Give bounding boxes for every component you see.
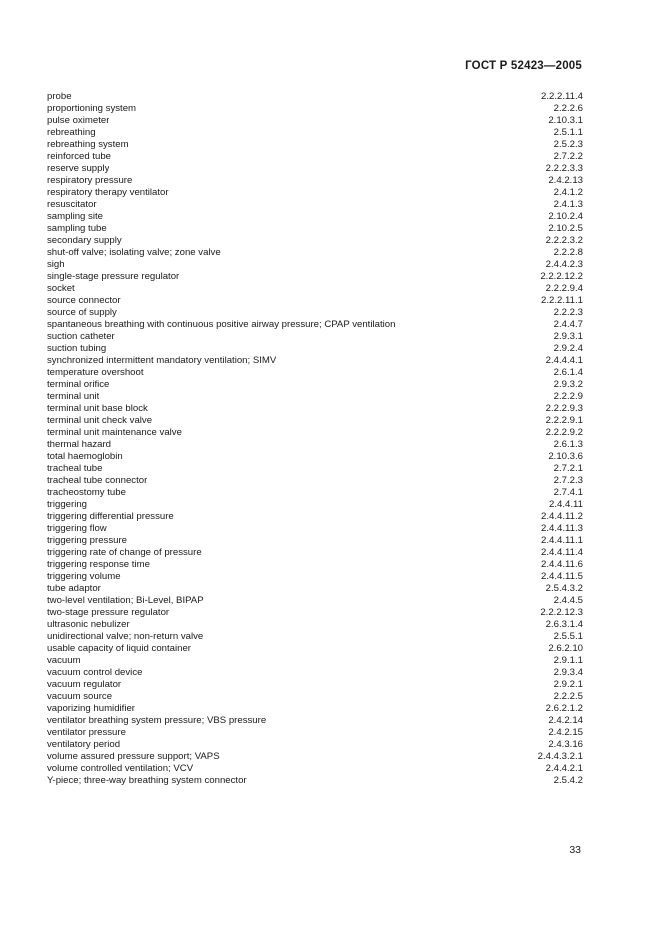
index-reference: 2.10.3.1: [548, 115, 583, 126]
index-term: ventilator breathing system pressure; VBS pressure: [47, 715, 267, 726]
index-reference: 2.5.4.3.2: [545, 583, 583, 594]
index-reference: 2.4.1.3: [553, 199, 583, 210]
index-entry: [47, 127, 583, 139]
index-term: source of supply: [47, 307, 117, 318]
index-entry: [47, 199, 583, 211]
index-entry: [47, 139, 583, 151]
index-entry: [47, 115, 583, 127]
index-term: synchronized intermittent mandatory ventilation; SIMV: [47, 355, 277, 366]
index-reference: 2.2.2.6: [553, 103, 583, 114]
index-entry: [47, 643, 583, 655]
index-term: ventilatory period: [47, 739, 121, 750]
index-entry: [47, 187, 583, 199]
index-reference: 2.2.2.11.1: [541, 295, 583, 306]
index-reference: 2.4.4.5: [553, 595, 583, 606]
index-reference: 2.9.2.4: [553, 343, 583, 354]
index-entry: [47, 607, 583, 619]
index-entry: [47, 667, 583, 679]
index-reference: 2.9.2.1: [553, 679, 583, 690]
index-term: vacuum regulator: [47, 679, 122, 690]
index-entry: [47, 211, 583, 223]
index-term: total haemoglobin: [47, 451, 123, 462]
index-reference: 2.2.2.8: [553, 247, 583, 258]
index-reference: 2.10.2.5: [548, 223, 583, 234]
index-term: pulse oximeter: [47, 115, 110, 126]
index-reference: 2.4.4.11.1: [541, 535, 583, 546]
index-term: resuscitator: [47, 199, 97, 210]
term-index-list: [47, 91, 583, 787]
index-reference: 2.4.4.7: [553, 319, 583, 330]
index-entry: [47, 583, 583, 595]
index-reference: 2.2.2.12.3: [540, 607, 583, 618]
index-reference: 2.7.2.2: [553, 151, 583, 162]
index-entry: [47, 331, 583, 343]
index-reference: 2.9.1.1: [553, 655, 583, 666]
index-reference: 2.7.2.3: [553, 475, 583, 486]
index-reference: 2.4.1.2: [553, 187, 583, 198]
index-reference: 2.4.4.11.2: [541, 511, 583, 522]
index-entry: [47, 247, 583, 259]
index-term: ultrasonic nebulizer: [47, 619, 130, 630]
index-term: tracheostomy tube: [47, 487, 126, 498]
index-term: two-stage pressure regulator: [47, 607, 170, 618]
index-reference: 2.2.2.9.1: [545, 415, 583, 426]
index-term: usable capacity of liquid container: [47, 643, 191, 654]
index-reference: 2.4.2.13: [548, 175, 583, 186]
index-reference: 2.5.4.2: [553, 775, 583, 786]
index-term: Y-piece; three-way breathing system connector: [47, 775, 247, 786]
index-term: sampling tube: [47, 223, 107, 234]
index-reference: 2.9.3.4: [553, 667, 583, 678]
index-term: terminal unit check valve: [47, 415, 153, 426]
index-term: suction tubing: [47, 343, 107, 354]
index-term: thermal hazard: [47, 439, 111, 450]
index-entry: [47, 103, 583, 115]
index-reference: 2.6.2.10: [548, 643, 583, 654]
index-entry: [47, 463, 583, 475]
index-term: temperature overshoot: [47, 367, 144, 378]
index-term: sampling site: [47, 211, 103, 222]
index-term: vacuum: [47, 655, 81, 666]
index-term: single-stage pressure regulator: [47, 271, 180, 282]
index-entry: [47, 727, 583, 739]
index-entry: [47, 535, 583, 547]
index-reference: 2.5.2.3: [553, 139, 583, 150]
index-entry: [47, 559, 583, 571]
index-entry: [47, 295, 583, 307]
index-term: respiratory pressure: [47, 175, 133, 186]
index-reference: 2.2.2.3.2: [545, 235, 583, 246]
index-entry: [47, 91, 583, 103]
index-reference: 2.6.2.1.2: [545, 703, 583, 714]
index-term: vaporizing humidifier: [47, 703, 135, 714]
index-reference: 2.7.4.1: [553, 487, 583, 498]
index-reference: 2.10.2.4: [548, 211, 583, 222]
index-entry: [47, 691, 583, 703]
index-term: reinforced tube: [47, 151, 111, 162]
index-reference: 2.4.2.14: [548, 715, 583, 726]
index-entry: [47, 151, 583, 163]
index-reference: 2.4.4.11.4: [541, 547, 583, 558]
index-entry: [47, 379, 583, 391]
index-entry: [47, 403, 583, 415]
index-reference: 2.4.4.2.3: [545, 259, 583, 270]
index-term: secondary supply: [47, 235, 122, 246]
index-entry: [47, 223, 583, 235]
index-reference: 2.4.4.4.1: [545, 355, 583, 366]
index-entry: [47, 595, 583, 607]
index-entry: [47, 751, 583, 763]
index-term: terminal unit maintenance valve: [47, 427, 182, 438]
index-entry: [47, 703, 583, 715]
index-reference: 2.2.2.9.3: [545, 403, 583, 414]
index-entry: [47, 283, 583, 295]
index-term: triggering: [47, 499, 87, 510]
index-entry: [47, 775, 583, 787]
index-reference: 2.7.2.1: [553, 463, 583, 474]
index-term: tube adaptor: [47, 583, 101, 594]
index-entry: [47, 271, 583, 283]
index-entry: [47, 307, 583, 319]
index-reference: 2.2.2.3.3: [545, 163, 583, 174]
index-entry: [47, 163, 583, 175]
index-reference: 2.6.1.3: [553, 439, 583, 450]
index-reference: 2.4.4.2.1: [545, 763, 583, 774]
index-entry: [47, 523, 583, 535]
index-term: terminal orifice: [47, 379, 110, 390]
index-reference: 2.6.1.4: [553, 367, 583, 378]
index-entry: [47, 487, 583, 499]
index-reference: 2.6.3.1.4: [545, 619, 583, 630]
index-reference: 2.4.4.11: [549, 499, 583, 510]
index-reference: 2.4.4.11.5: [541, 571, 583, 582]
index-term: ventilator pressure: [47, 727, 126, 738]
index-term: rebreathing system: [47, 139, 129, 150]
index-entry: [47, 439, 583, 451]
index-reference: 2.5.5.1: [553, 631, 583, 642]
index-entry: [47, 415, 583, 427]
page-number: 33: [569, 844, 581, 856]
document-header: ГОСТ Р 52423—2005: [465, 60, 582, 72]
index-entry: [47, 367, 583, 379]
index-reference: 2.2.2.11.4: [541, 91, 583, 102]
index-term: suction catheter: [47, 331, 115, 342]
index-entry: [47, 319, 583, 331]
index-term: sigh: [47, 259, 65, 270]
index-term: vacuum control device: [47, 667, 143, 678]
index-term: terminal unit: [47, 391, 100, 402]
index-term: socket: [47, 283, 75, 294]
index-entry: [47, 451, 583, 463]
index-entry: [47, 343, 583, 355]
index-entry: [47, 619, 583, 631]
index-term: reserve supply: [47, 163, 110, 174]
index-entry: [47, 391, 583, 403]
index-term: unidirectional valve; non-return valve: [47, 631, 204, 642]
index-term: vacuum source: [47, 691, 113, 702]
index-reference: 2.2.2.3: [553, 307, 583, 318]
index-term: shut-off valve; isolating valve; zone valve: [47, 247, 221, 258]
index-entry: [47, 259, 583, 271]
index-reference: 2.4.2.15: [548, 727, 583, 738]
index-reference: 2.4.3.16: [548, 739, 583, 750]
index-reference: 2.9.3.1: [553, 331, 583, 342]
index-term: volume assured pressure support; VAPS: [47, 751, 220, 762]
index-entry: [47, 235, 583, 247]
index-term: spantaneous breathing with continuous positive airway pressure; CPAP ventilation: [47, 319, 396, 330]
index-entry: [47, 631, 583, 643]
index-reference: 2.10.3.6: [548, 451, 583, 462]
index-entry: [47, 715, 583, 727]
index-term: triggering volume: [47, 571, 121, 582]
index-entry: [47, 511, 583, 523]
index-entry: [47, 547, 583, 559]
index-reference: 2.2.2.9.2: [545, 427, 583, 438]
index-entry: [47, 655, 583, 667]
index-term: source connector: [47, 295, 121, 306]
index-entry: [47, 175, 583, 187]
index-term: probe: [47, 91, 72, 102]
index-entry: [47, 739, 583, 751]
index-reference: 2.5.1.1: [553, 127, 583, 138]
index-term: triggering rate of change of pressure: [47, 547, 202, 558]
index-entry: [47, 499, 583, 511]
index-entry: [47, 427, 583, 439]
index-entry: [47, 355, 583, 367]
index-entry: [47, 679, 583, 691]
index-term: terminal unit base block: [47, 403, 148, 414]
index-reference: 2.2.2.5: [553, 691, 583, 702]
index-term: triggering response time: [47, 559, 150, 570]
index-term: proportioning system: [47, 103, 137, 114]
index-term: volume controlled ventilation; VCV: [47, 763, 194, 774]
index-reference: 2.4.4.11.3: [541, 523, 583, 534]
index-term: two-level ventilation; Bi-Level, BIPAP: [47, 595, 204, 606]
index-term: triggering differential pressure: [47, 511, 174, 522]
index-term: tracheal tube: [47, 463, 103, 474]
index-term: triggering flow: [47, 523, 107, 534]
index-term: triggering pressure: [47, 535, 127, 546]
index-reference: 2.4.4.3.2.1: [537, 751, 583, 762]
index-entry: [47, 763, 583, 775]
index-term: respiratory therapy ventilator: [47, 187, 169, 198]
index-term: tracheal tube connector: [47, 475, 148, 486]
index-reference: 2.2.2.9: [553, 391, 583, 402]
index-reference: 2.9.3.2: [553, 379, 583, 390]
index-reference: 2.2.2.9.4: [545, 283, 583, 294]
index-reference: 2.2.2.12.2: [540, 271, 583, 282]
index-entry: [47, 475, 583, 487]
index-entry: [47, 571, 583, 583]
index-reference: 2.4.4.11.6: [541, 559, 583, 570]
index-term: rebreathing: [47, 127, 96, 138]
